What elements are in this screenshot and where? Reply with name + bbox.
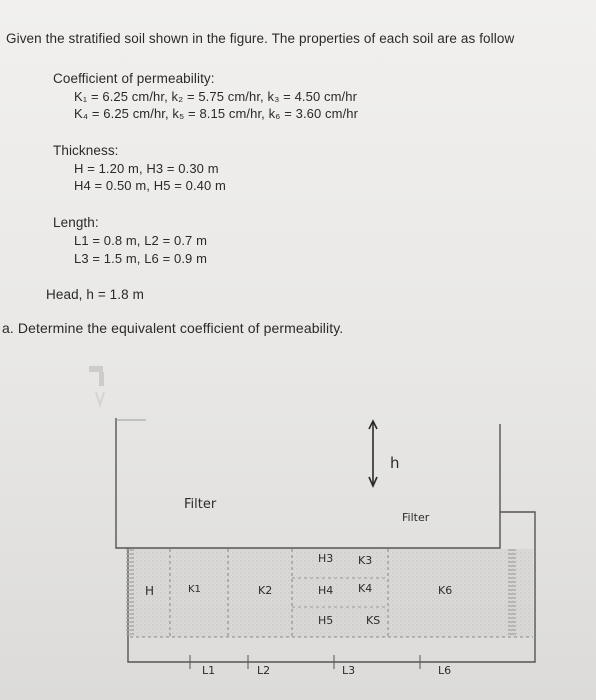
k4-label: K4	[358, 582, 373, 595]
thickness-line-2: H4 = 0.50 m, H5 = 0.40 m	[74, 178, 226, 193]
l6-label: L6	[438, 664, 452, 677]
head-arrow-icon	[369, 421, 377, 486]
thickness-line-1: H = 1.20 m, H3 = 0.30 m	[74, 161, 219, 176]
head-value: Head, h = 1.8 m	[46, 287, 144, 302]
H-label: H	[145, 584, 155, 598]
filter-right-label: Filter	[402, 511, 430, 524]
h5-label: H5	[318, 614, 334, 627]
length-heading: Length:	[53, 215, 99, 230]
length-line-2: L3 = 1.5 m, L6 = 0.9 m	[74, 251, 207, 266]
permeability-line-2: K₄ = 6.25 cm/hr, k₅ = 8.15 cm/hr, k₆ = 3.60 cm/hr	[74, 106, 359, 121]
k3-label: K3	[358, 554, 373, 567]
h4-label: H4	[318, 584, 334, 597]
k1-label: K1	[188, 584, 201, 595]
l1-label: L1	[202, 664, 216, 677]
problem-intro: Given the stratified soil shown in the figure. The properties of each soil are as follow	[6, 31, 515, 46]
filter-left-label: Filter	[184, 497, 217, 512]
l3-label: L3	[342, 664, 356, 677]
h3-label: H3	[318, 552, 334, 565]
length-line-1: L1 = 0.8 m, L2 = 0.7 m	[74, 233, 207, 248]
l2-label: L2	[257, 664, 271, 677]
k2-label: K2	[258, 584, 273, 597]
upper-reservoir-outline	[116, 418, 500, 548]
faucet-icon	[89, 366, 104, 405]
question-a: a. Determine the equivalent coefficient of permeability.	[2, 320, 344, 336]
k6-label: K6	[438, 584, 453, 597]
permeability-line-1: K₁ = 6.25 cm/hr, k₂ = 5.75 cm/hr, k₃ = 4.50 cm/hr	[74, 89, 357, 104]
k5-label: KS	[366, 614, 381, 627]
thickness-heading: Thickness:	[53, 143, 119, 158]
permeability-heading: Coefficient of permeability:	[53, 71, 215, 86]
head-label: h	[390, 454, 400, 472]
